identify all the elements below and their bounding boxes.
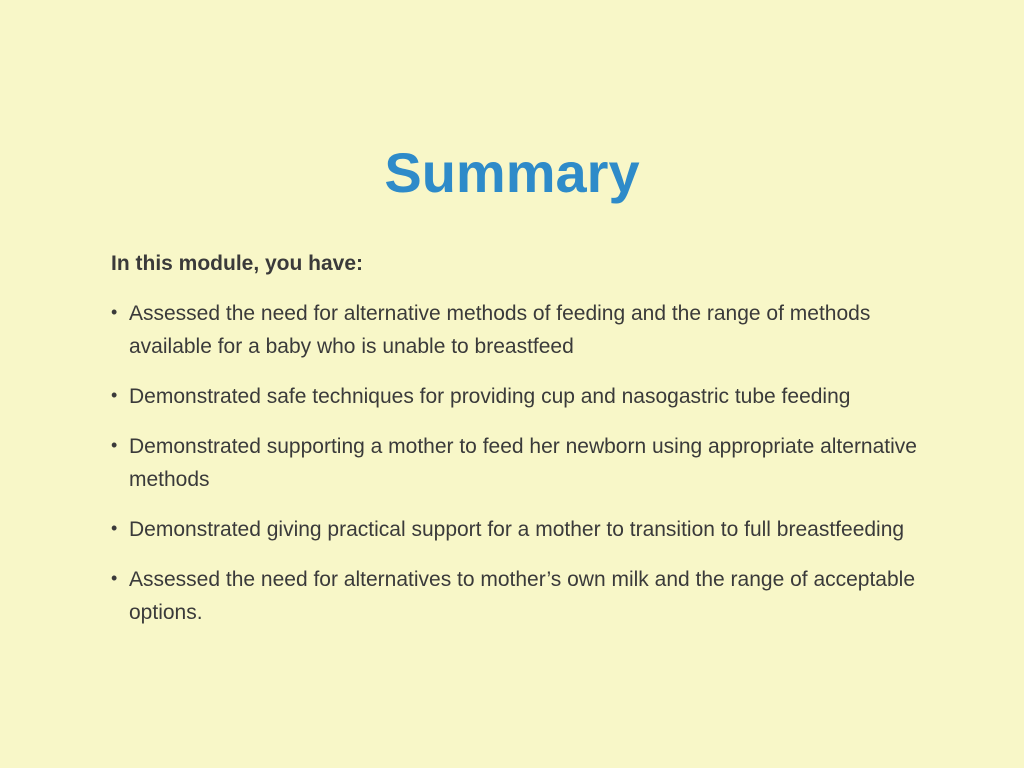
list-item [111,430,931,496]
bullet-icon: • [111,302,118,322]
intro-text: In this module, you have: [111,252,364,275]
bullet-icon: • [111,385,118,405]
slide-content [111,250,931,646]
list-item [111,380,931,413]
list-item [111,563,931,629]
bullet-icon: • [111,518,118,538]
list-item-text: Demonstrated giving practical support for a mother to transition to full breastfeeding [129,518,905,541]
list-item-text: Demonstrated safe techniques for providing cup and nasogastric tube feeding [129,385,851,408]
list-item [111,513,931,546]
list-item [111,297,931,363]
summary-list [111,297,931,629]
bullet-icon: • [111,568,118,588]
list-item-text: Assessed the need for alternatives to mother’s own milk and the range of acceptable options. [129,568,916,624]
bullet-icon: • [111,435,118,455]
slide-title: Summary [384,141,640,204]
list-item-text: Demonstrated supporting a mother to feed her newborn using appropriate alternative methods [129,435,917,491]
list-item-text: Assessed the need for alternative methods of feeding and the range of methods available for a baby who is unable to breastfeed [129,302,871,358]
